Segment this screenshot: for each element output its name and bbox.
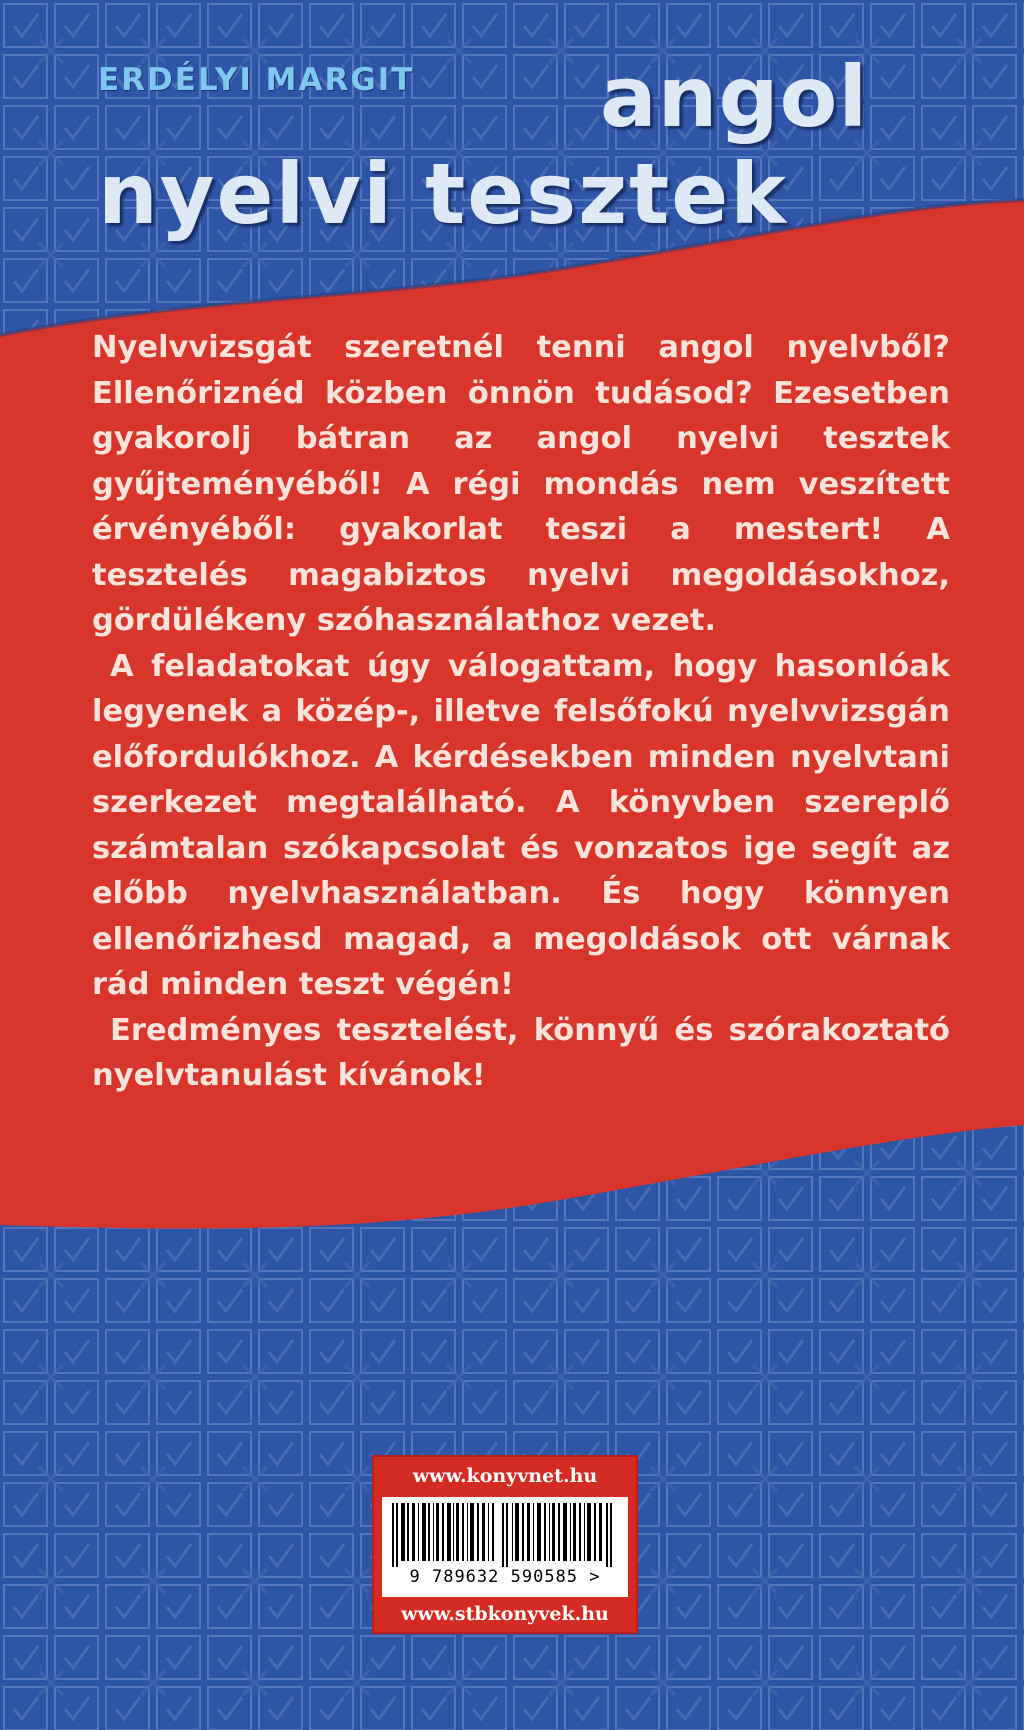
publisher-badge	[372, 1455, 638, 1634]
blurb-text	[92, 325, 950, 1099]
website-url-bottom[interactable]: www.stbkonyvek.hu	[401, 1603, 609, 1625]
website-url-top[interactable]: www.konyvnet.hu	[412, 1465, 598, 1487]
barcode-icon	[392, 1503, 618, 1567]
blurb-paragraph-3: Eredményes tesztelést, könnyű és szórakoztató nyelvtanulást kívánok!	[92, 1012, 950, 1093]
author-name: ERDÉLYI MARGIT	[98, 62, 415, 98]
blurb-paragraph-2: A feladatokat úgy válogattam, hogy hasonlóak legyenek a közép-, illetve felsőfokú nyelvvizsgán előfordulókhoz. A kérdésekben minden nyelvtani szerkezet megtalálható. A könyvben szereplő számtalan szókapcsolat és vonzatos ige segít az előbb nyelvhasználatban. És hogy könnyen ellenőrizhesd magad, a megoldások ott várnak rád minden teszt végén!	[92, 648, 950, 1002]
blurb-paragraph-1: Nyelvvizsgát szeretnél tenni angol nyelvből? Ellenőriznéd közben önnön tudásod? Ezesetben gyakorolj bátran az angol nyelvi tesztek gyűjteményéből! A régi mondás nem veszített érvényéből: gyakorlat teszi a mestert! A tesztelés magabiztos nyelvi megoldásokhoz, gördülékeny szóhasználathoz vezet.	[92, 330, 950, 638]
barcode-box	[382, 1497, 628, 1597]
title-line-2: nyelvi tesztek	[98, 145, 789, 243]
title-line-1: angol	[600, 48, 869, 146]
isbn-number: 9 789632 590585 >	[409, 1567, 601, 1587]
